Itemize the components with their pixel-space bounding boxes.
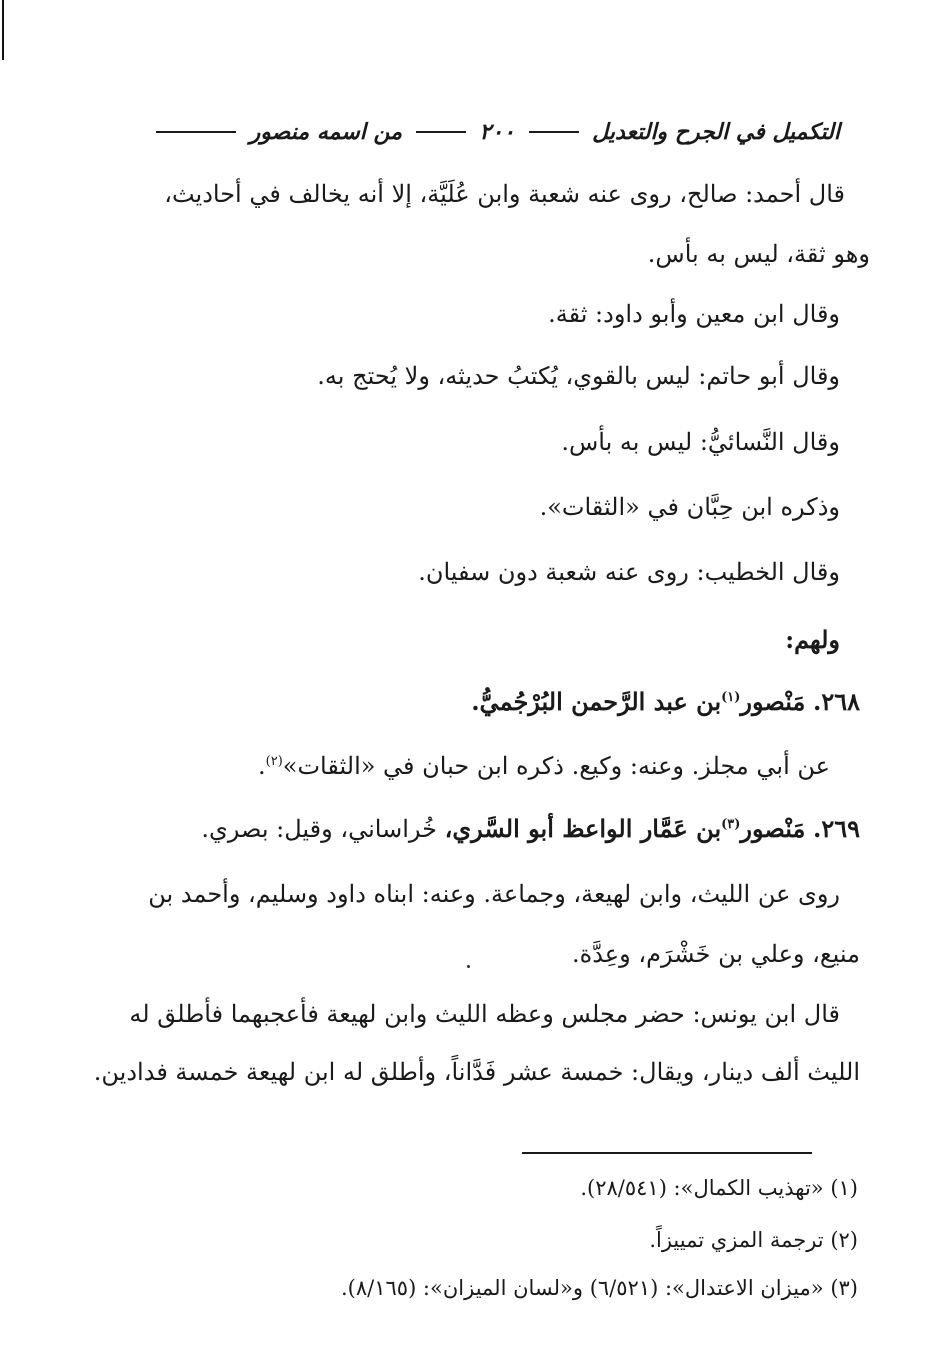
- footnote: (١) «تهذيب الكمال»: (٢٨/٥٤١).: [580, 1176, 858, 1200]
- header-book-title: التكميل في الجرح والتعديل: [592, 119, 840, 145]
- header-dash: [416, 131, 466, 133]
- scan-edge-mark: [2, 0, 4, 60]
- footnote-marker: (٣): [721, 817, 741, 832]
- entry-body-line: منيع، وعلي بن خَشْرَم، وعِدَّة.: [572, 940, 860, 968]
- text-line: وقال أبو حاتم: ليس بالقوي، يُكتبُ حديثه، ولا يُحتج به.: [317, 362, 840, 390]
- entry-name-rest: بن عبد الرَّحمن البُرْجُميُّ.: [471, 687, 722, 716]
- text-line: وقال ابن معين وأبو داود: ثقة.: [548, 300, 840, 328]
- entry-body-line: الليث ألف دينار، ويقال: خمسة عشر فَدَّاناً، وأطلق له ابن لهيعة خمسة فدادين.: [93, 1058, 860, 1086]
- text-line: قال أحمد: صالح، روى عنه شعبة وابن عُلَيَّة، إلا أنه يخالف في أحاديث،: [164, 180, 845, 208]
- entry-heading: [471, 688, 860, 717]
- entry-name-first: مَنْصور: [740, 814, 806, 843]
- section-heading: ولهم:: [785, 625, 840, 654]
- entry-name-first: مَنْصور: [740, 687, 806, 716]
- entry-description: خُراساني، وقيل: بصري.: [201, 815, 445, 843]
- entry-body-line: روى عن الليث، وابن لهيعة، وجماعة. وعنه: ابناه داود وسليم، وأحمد بن: [148, 880, 840, 908]
- running-header: [150, 112, 840, 152]
- footnote-marker: (١): [721, 690, 741, 705]
- header-page-number: ٢٠٠: [479, 119, 515, 145]
- entry-name: [471, 687, 805, 716]
- entry-heading: [201, 815, 860, 844]
- print-speck: [467, 965, 470, 968]
- entry-name: [445, 814, 806, 843]
- footnote-marker: (٢): [265, 754, 283, 769]
- entry-body-text: عن أبي مجلز. وعنه: وكيع. ذكره ابن حبان في «الثقات»: [282, 752, 830, 780]
- entry-body-line: قال ابن يونس: حضر مجلس وعظه الليث وابن لهيعة فأعجبهما فأطلق له: [129, 1000, 840, 1028]
- entry-number: ٢٦٨.: [812, 687, 860, 716]
- text-line: وهو ثقة، ليس به بأس.: [647, 240, 870, 268]
- entry-body-line: [258, 752, 830, 781]
- header-section-title: من اسمه منصور: [249, 119, 403, 145]
- footnote: (٣) «ميزان الاعتدال»: (٦/٥٢١) و«لسان الميزان»: (٨/١٦٥).: [340, 1276, 858, 1300]
- text-line: وقال النَّسائيُّ: ليس به بأس.: [561, 428, 840, 456]
- footnote-separator: [522, 1152, 812, 1154]
- text-line: وذكره ابن حِبَّان في «الثقات».: [539, 493, 840, 521]
- text-line: وقال الخطيب: روى عنه شعبة دون سفيان.: [418, 558, 840, 586]
- entry-number: ٢٦٩.: [812, 814, 860, 843]
- header-dash: [529, 131, 579, 133]
- entry-name-rest: بن عَمَّار الواعظ أبو السَّري،: [444, 814, 722, 843]
- header-dash: [156, 131, 236, 133]
- entry-body-tail: .: [258, 752, 266, 780]
- footnote: (٢) ترجمة المزي تمييزاً.: [649, 1228, 858, 1252]
